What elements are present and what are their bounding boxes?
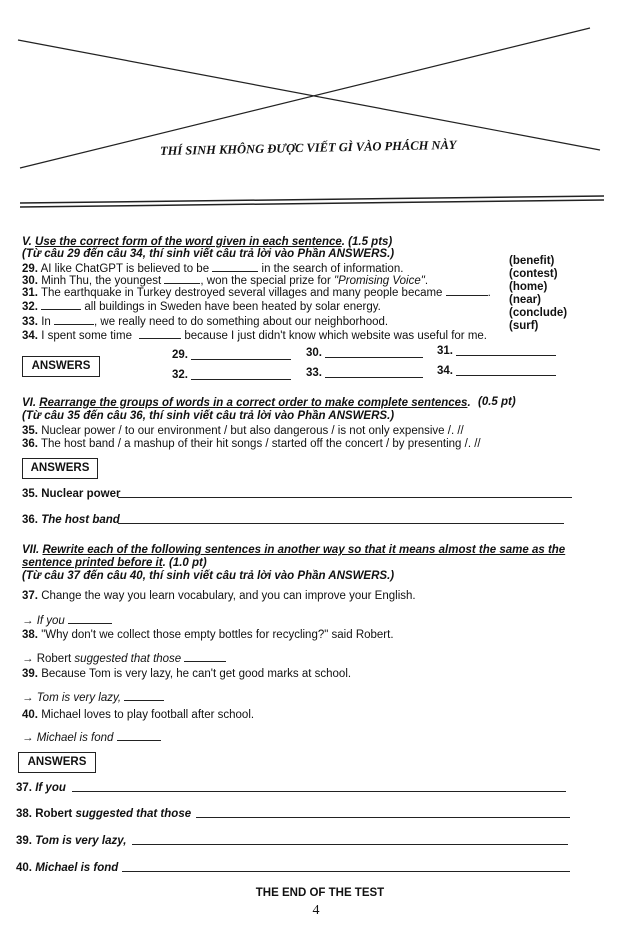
question-29: 29. AI like ChatGPT is believed to be in the search of information. [22, 263, 404, 275]
answer-37-label: 37. If you [16, 782, 66, 794]
section7-title-line2: sentence printed before it. (1.0 pt) [22, 557, 207, 569]
answer-38-line[interactable] [196, 817, 570, 818]
answer-33-line[interactable] [325, 377, 423, 378]
question-37: 37. Change the way you learn vocabulary, and you can improve your English. [22, 590, 416, 602]
question-32: 32. all buildings in Sweden have been heated by solar energy. [22, 301, 381, 313]
answer-34-label: 34. [437, 365, 453, 377]
answer-32-line[interactable] [191, 379, 291, 380]
question-33: 33. In , we really need to do something about our neighborhood. [22, 316, 389, 328]
hint-benefit: (benefit) [509, 255, 555, 267]
no-write-notice: THÍ SINH KHÔNG ĐƯỢC VIẾT GÌ VÀO PHÁCH NÀY [159, 137, 457, 158]
answer-39-line[interactable] [132, 844, 568, 845]
answer-36-line[interactable] [118, 523, 564, 524]
answer-30-label: 30. [306, 347, 322, 359]
hint-home: (home) [509, 281, 548, 293]
answer-29-line[interactable] [191, 359, 291, 360]
section6-instruction: (Từ câu 35 đến câu 36, thí sinh viết câu trả lời vào Phần ANSWERS.) [22, 410, 395, 422]
answer-36-label: 36. The host band [22, 514, 120, 526]
answer-35-line[interactable] [118, 497, 572, 498]
prompt-37: → If you [22, 613, 112, 628]
answer-30-line[interactable] [325, 357, 423, 358]
section6-points: (0.5 pt) [478, 396, 516, 408]
question-35: 35. Nuclear power / to our environment / but also dangerous / is not only expensive /. // [22, 425, 464, 437]
answer-37-line[interactable] [72, 791, 566, 792]
arrow-icon: → [22, 692, 34, 704]
question-30: 30. Minh Thu, the youngest , won the special prize for "Promising Voice". [22, 275, 429, 287]
page-number: 4 [312, 903, 320, 918]
section7-title: VII. Rewrite each of the following sentences in another way so that it means almost the same as the [22, 544, 566, 556]
prompt-39: → Tom is very lazy, [22, 690, 164, 705]
answer-31-label: 31. [437, 345, 453, 357]
question-40: 40. Michael loves to play football after school. [22, 709, 255, 721]
answer-32-label: 32. [172, 369, 188, 381]
arrow-icon: → [22, 653, 34, 665]
answer-31-line[interactable] [456, 355, 556, 356]
question-34: 34. I spent some time because I just didn't know which website was useful for me. [22, 330, 487, 342]
cross-lines [0, 0, 640, 215]
answer-39-label: 39. Tom is very lazy, [16, 835, 127, 847]
section5-title: V. Use the correct form of the word given in each sentence. (1.5 pts) [22, 236, 393, 248]
answer-34-line[interactable] [456, 375, 556, 376]
answers-label-6: ANSWERS [22, 458, 98, 479]
prompt-38: → Robert suggested that those [22, 651, 226, 666]
answer-38-label: 38. Robert suggested that those [16, 808, 192, 820]
answer-29-label: 29. [172, 349, 188, 361]
hint-surf: (surf) [509, 320, 539, 332]
answer-33-label: 33. [306, 367, 322, 379]
section7-instruction: (Từ câu 37 đến câu 40, thí sinh viết câu trả lời vào Phần ANSWERS.) [22, 570, 395, 582]
hint-near: (near) [509, 294, 541, 306]
question-36: 36. The host band / a mashup of their hit songs / started off the concert / by presenting /. // [22, 438, 481, 450]
question-31: 31. The earthquake in Turkey destroyed several villages and many people became . [22, 287, 491, 299]
end-of-test: THE END OF THE TEST [255, 887, 385, 899]
hint-conclude: (conclude) [509, 307, 568, 319]
answer-40-line[interactable] [122, 871, 570, 872]
section6-title: VI. Rearrange the groups of words in a correct order to make complete sentences. [22, 397, 471, 409]
answers-label-7: ANSWERS [18, 752, 96, 773]
answer-40-label: 40. Michael is fond [16, 862, 119, 874]
arrow-icon: → [22, 732, 34, 744]
answer-35-label: 35. Nuclear power [22, 488, 121, 500]
section5-instruction: (Từ câu 29 đến câu 34, thí sinh viết câu trả lời vào Phần ANSWERS.) [22, 248, 395, 260]
arrow-icon: → [22, 615, 34, 627]
question-39: 39. Because Tom is very lazy, he can't get good marks at school. [22, 668, 352, 680]
hint-contest: (contest) [509, 268, 558, 280]
prompt-40: → Michael is fond [22, 730, 161, 745]
answers-label-5: ANSWERS [22, 356, 100, 377]
question-38: 38. "Why don't we collect those empty bottles for recycling?" said Robert. [22, 629, 394, 641]
